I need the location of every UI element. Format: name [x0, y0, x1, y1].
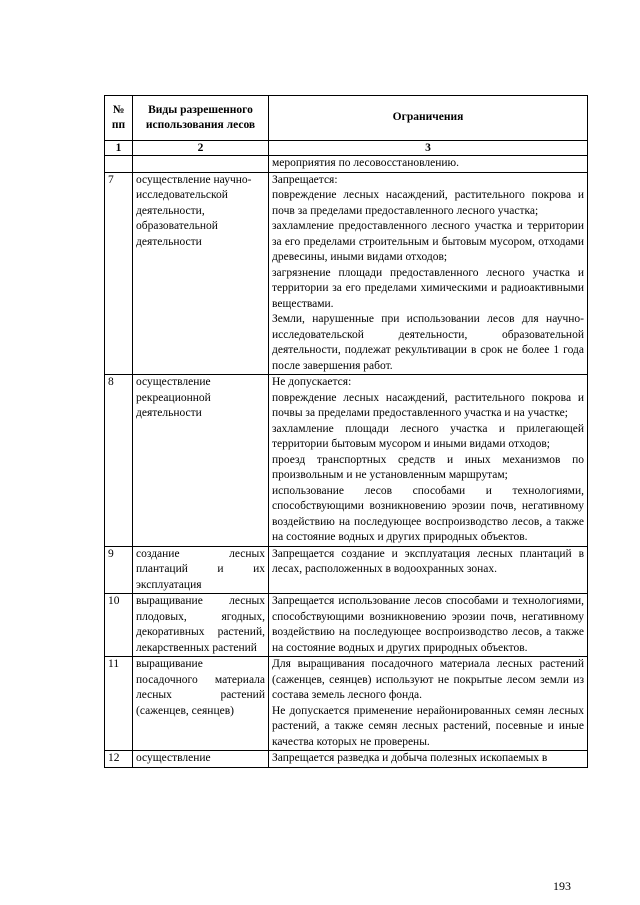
header-restrictions: Ограничения	[269, 96, 588, 141]
restriction-line: Для выращивания посадочного материала лесных растений (саженцев, сеянцев) используют не покрытые лесом земли из состава земель лесного фонда.	[272, 658, 584, 701]
usage-type: выращивание лесных плодовых, ягодных, декоративных растений, лекарственных растений	[133, 594, 269, 657]
header-number: № пп	[105, 96, 133, 141]
restriction-line: Запрещается:	[272, 173, 338, 186]
table-row	[105, 172, 588, 375]
restriction-line: Запрещается создание и эксплуатация лесных плантаций в лесах, расположенных в водоохранных зонах.	[272, 547, 584, 575]
table-row	[105, 546, 588, 594]
table-row	[105, 594, 588, 657]
continuation-row	[105, 156, 588, 173]
table-row	[105, 657, 588, 751]
restriction-line: Не допускается применение нерайонированных семян лесных растений, а также семян лесных растений, посевные и иные качества которых не проверены.	[272, 704, 584, 748]
restriction-line: захламление площади лесного участка и прилегающей территории бытовым мусором и иными видами отходов;	[272, 422, 584, 450]
table-row	[105, 751, 588, 768]
column-number: 3	[269, 141, 588, 156]
row-number: 9	[105, 546, 133, 594]
table-header-row	[105, 96, 588, 141]
restrictions-table	[104, 95, 588, 768]
usage-type: осуществление рекреационной деятельности	[133, 375, 269, 547]
table-row	[105, 375, 588, 547]
restriction-line: повреждение лесных насаждений, растительного покрова и почвы за пределами предоставленного участка и на участке;	[272, 391, 584, 419]
column-number: 2	[133, 141, 269, 156]
restriction-line: Земли, нарушенные при использовании лесов для научно-исследовательской деятельности, образовательной деятельности, подлежат рекультивации в срок не более 1 года после завершения работ.	[272, 313, 584, 372]
restrictions-cell	[269, 172, 588, 375]
restriction-line: Не допускается:	[272, 376, 352, 388]
restriction-line: использование лесов способами и технологиями, способствующими возникновению эрозии почв, негативному воздействию на последующее воспроизводство лесов, а также на состояние водных и других природных объектов.	[272, 484, 584, 543]
usage-type: выращивание посадочного материала лесных растений (саженцев, сеянцев)	[133, 657, 269, 751]
restriction-line: захламление предоставленного лесного участка и территории за его пределами строительным и бытовым мусором, отходами древесины, иными видами отходов;	[272, 220, 584, 263]
restriction-line: проезд транспортных средств и иных механизмов по произвольным и не установленным маршрутам;	[272, 453, 584, 481]
header-usage-type: Виды разрешенного использования лесов	[133, 96, 269, 141]
restrictions-cell	[269, 594, 588, 657]
usage-type: создание лесных плантаций и их эксплуатация	[133, 546, 269, 594]
column-number-row	[105, 141, 588, 156]
restriction-line: Запрещается использование лесов способами и технологиями, способствующими возникновению эрозии почв, негативному воздействию на последующее воспроизводство лесов, а также на состояние водных и других природных объектов.	[272, 595, 584, 654]
row-number: 11	[105, 657, 133, 751]
restriction-line: загрязнение площади предоставленного лесного участка и территории за его пределами химическими и радиоактивными веществами.	[272, 266, 584, 310]
restriction-line: повреждение лесных насаждений, растительного покрова и почв за пределами предоставленного лесного участка;	[272, 189, 584, 217]
usage-type: осуществление	[133, 751, 269, 768]
column-number: 1	[105, 141, 133, 156]
usage-type: осуществление научно-исследовательской деятельности, образовательной деятельности	[133, 172, 269, 375]
page-number: 193	[553, 879, 571, 893]
restrictions-cell	[269, 657, 588, 751]
restrictions-cell	[269, 546, 588, 594]
row-number: 12	[105, 751, 133, 768]
restrictions-cell	[269, 751, 588, 768]
row-number: 7	[105, 172, 133, 375]
row-number: 8	[105, 375, 133, 547]
restriction-line: Запрещается разведка и добыча полезных ископаемых в	[272, 752, 548, 764]
continuation-text: мероприятия по лесовосстановлению.	[269, 156, 588, 173]
restrictions-cell	[269, 375, 588, 547]
row-number: 10	[105, 594, 133, 657]
